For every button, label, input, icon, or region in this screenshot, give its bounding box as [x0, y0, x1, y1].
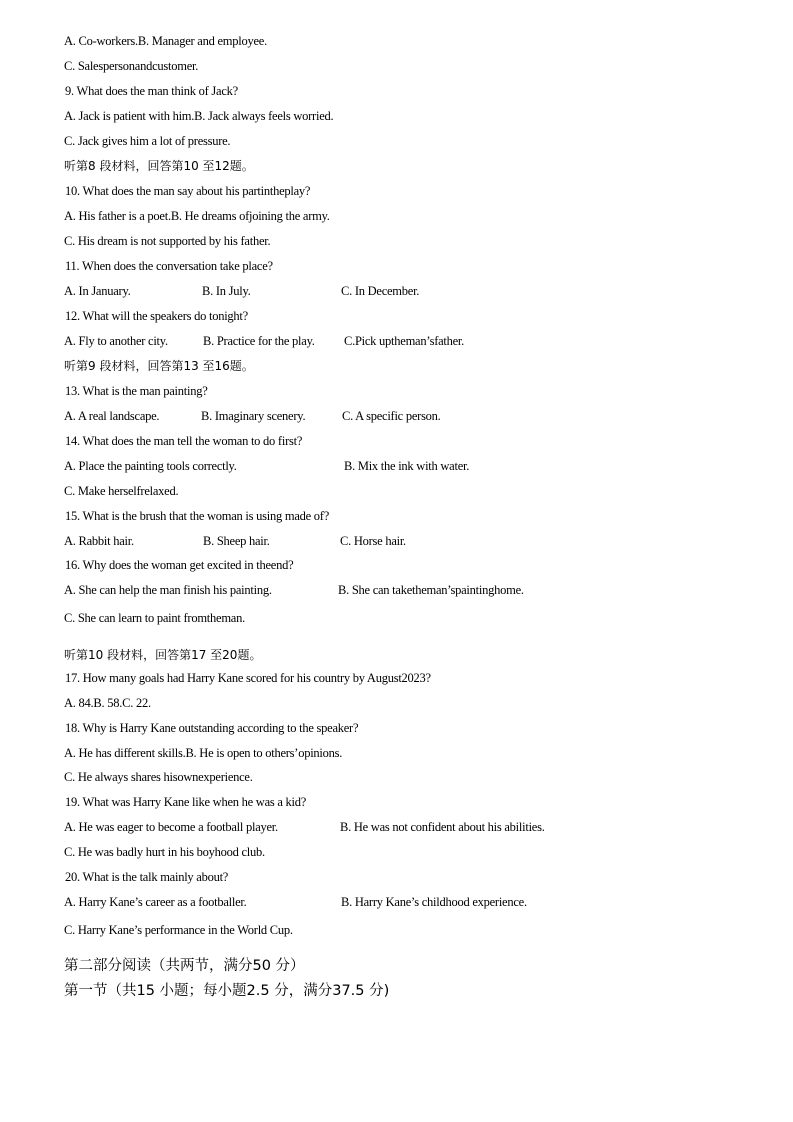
question-16: 16. Why does the woman get excited in theend? [65, 558, 294, 572]
option-line-q10-c: C. His dream is not supported by his father. [64, 234, 271, 248]
option-line-q18-ab: A. He has different skills.B. He is open to others’opinions. [64, 746, 343, 760]
question-14: 14. What does the man tell the woman to do first? [65, 434, 303, 448]
option-line-q19-c: C. He was badly hurt in his boyhood club. [64, 845, 265, 859]
question-19: 19. What was Harry Kane like when he was a kid? [65, 795, 307, 809]
section-heading-part-one: 第一节（共15 小题；每小题2.5 分，满分37.5 分) [64, 983, 390, 999]
question-17: 17. How many goals had Harry Kane scored for his country by August2023? [65, 671, 431, 685]
listening-instruction-10: 听第10 段材料，回答第17 至20题。 [64, 648, 262, 662]
exam-page: A. Co-workers.B. Manager and employee. C. Salespersonandcustomer. 9. What does the man think of Jack? A. Jack is patient with him.B. Jack always feels worried. C. Jack gives him a lot of pressure. 听第8 段材料，回答第10 至12题。 10. What does the man say about his partintheplay? A. His father is a poet.B. He dreams ofjoining the army. C. His dream is not supported by his father. 11. When does the conversation take place? A. In January. B. In July. C. In December. 12. What will the speakers do tonight? A. Fly to another city. B. Practice for the play. C.Pick uptheman’sfather. 听第9 段材料，回答第13 至16题。 13. What is the man painting? A. A real landscape. B. Imaginary scenery. C. A specific person. 14. What does the man tell the woman to do first? A. Place the painting tools correctly. B. Mix the ink with water. C. Make herselfrelaxed. 15. What is the brush that the woman is using made of? A. Rabbit hair. B. Sheep hair. C. Horse hair. 16. Why does the woman get excited in theend? A. She can help the man finish his painting. B. She can taketheman’spaintinghome. C. She can learn to paint fromtheman. 听第10 段材料，回答第17 至20题。 17. How many goals had Harry Kane scored for his country by August2023? A. 84.B. 58.C. 22. 18. Why is Harry Kane outstanding according to the speaker? A. He has different skills.B. He is open to others’opinions. C. He always shares hisownexperience. 19. What was Harry Kane like when he was a kid? A. He was eager to become a football player. B. He was not confident about his abilities. C. He was badly hurt in his boyhood club. 20. What is the talk mainly about? A. Harry Kane’s career as a footballer. B. Harry Kane’s childhood experience. C. Harry Kane’s performance in the World Cup. 第二部分阅读（共两节，满分50 分） 第一节（共15 小题；每小题2.5 分，满分37.5 分) [0, 0, 793, 1122]
question-11: 11. When does the conversation take place? [65, 259, 273, 273]
question-20: 20. What is the talk mainly about? [65, 870, 229, 884]
listening-instruction-8: 听第8 段材料，回答第10 至12题。 [64, 159, 254, 173]
option-line-q8-ab: A. Co-workers.B. Manager and employee. [64, 34, 267, 48]
option-line-q8-c: C. Salespersonandcustomer. [64, 59, 199, 73]
question-13: 13. What is the man painting? [65, 384, 208, 398]
question-10: 10. What does the man say about his partintheplay? [65, 184, 311, 198]
option-line-q9-c: C. Jack gives him a lot of pressure. [64, 134, 231, 148]
option-line-q16-c: C. She can learn to paint fromtheman. [64, 611, 245, 625]
question-18: 18. Why is Harry Kane outstanding according to the speaker? [65, 721, 359, 735]
option-line-q18-c: C. He always shares hisownexperience. [64, 770, 253, 784]
option-line-q20-c: C. Harry Kane’s performance in the World Cup. [64, 923, 293, 937]
listening-instruction-9: 听第9 段材料，回答第13 至16题。 [64, 359, 254, 373]
option-line-q14-c: C. Make herselfrelaxed. [64, 484, 179, 498]
option-line-q17: A. 84.B. 58.C. 22. [64, 696, 151, 710]
option-line-q9-ab: A. Jack is patient with him.B. Jack always feels worried. [64, 109, 334, 123]
option-line-q10-ab: A. His father is a poet.B. He dreams ofjoining the army. [64, 209, 330, 223]
section-heading-part-two: 第二部分阅读（共两节，满分50 分） [64, 958, 305, 974]
question-9: 9. What does the man think of Jack? [65, 84, 238, 98]
question-12: 12. What will the speakers do tonight? [65, 309, 248, 323]
question-15: 15. What is the brush that the woman is using made of? [65, 509, 329, 523]
